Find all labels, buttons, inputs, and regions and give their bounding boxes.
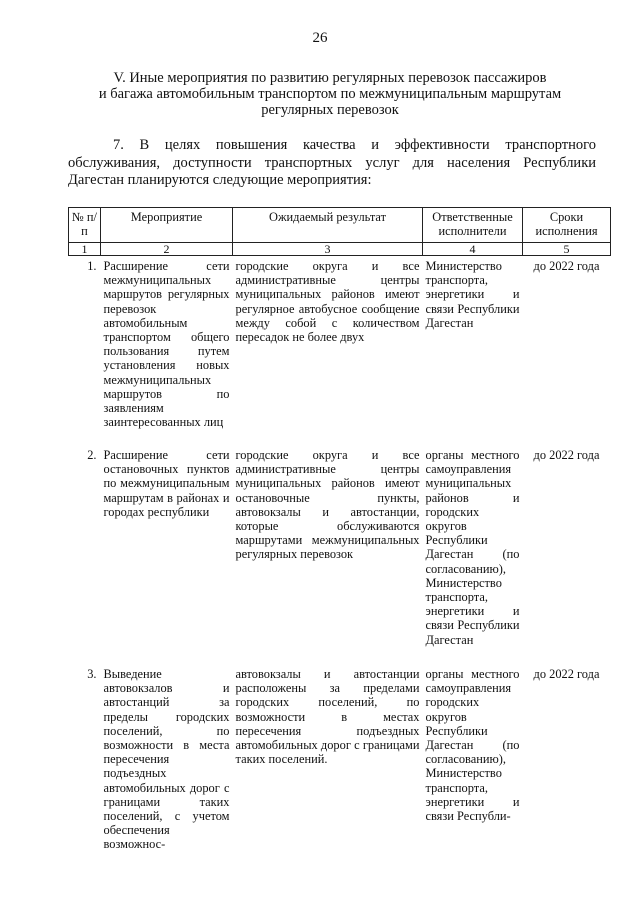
row-executors: Министерство транспорта, энергетики и связи Республики Дагестан xyxy=(425,259,520,330)
header-deadline: Сроки исполнения xyxy=(523,208,611,243)
header-measure: Мероприятие xyxy=(101,208,233,243)
column-number: 2 xyxy=(101,243,233,256)
row-deadline: до 2022 года xyxy=(533,448,600,462)
table-row xyxy=(69,445,611,664)
intro-paragraph: 7. В целях повышения качества и эффективности транспортного обслуживания, доступности транспортных услуг для населения Республики Дагестан планируются следующие мероприятия: xyxy=(68,137,596,188)
table-row xyxy=(69,664,611,852)
header-result: Ожидаемый результат xyxy=(233,208,423,243)
section-title-line: и багажа автомобильным транспортом по межмуниципальным маршрутам xyxy=(98,86,562,102)
column-number: 1 xyxy=(69,243,101,256)
section-title-line: регулярных перевозок xyxy=(261,102,399,118)
row-number: 3. xyxy=(87,667,97,681)
row-executors: органы местного самоуправления муниципальных районов и городских округов Республики Дагестан (по согласованию), Министерство транспорта, энергетики и связи Республики Дагестан xyxy=(425,448,520,647)
row-number: 1. xyxy=(87,259,97,273)
column-number: 3 xyxy=(233,243,423,256)
header-number: № п/п xyxy=(69,208,101,243)
table-row xyxy=(69,256,611,446)
column-number-row xyxy=(69,243,611,256)
table-header-row xyxy=(69,208,611,243)
header-executors: Ответственные исполнители xyxy=(423,208,523,243)
measures-table xyxy=(68,207,611,852)
row-measure: Выведение автовокзалов и автостанций за пределы городских поселений, по возможности в места пересечения подъездных автомобильных дорог с границами таких поселений, с учетом обеспечения возможнос- xyxy=(103,667,230,852)
row-result: городские округа и все административные центры муниципальных районов имеют остановочные пункты, автовокзалы и автостанции, которые обслуживаются маршрутами межмуниципальных регулярных перевозок xyxy=(235,448,420,562)
column-number: 5 xyxy=(523,243,611,256)
row-deadline: до 2022 года xyxy=(533,667,600,681)
row-result: городские округа и все административные центры муниципальных районов имеют регулярное автобусное сообщение между собой с количеством пересадок не более двух xyxy=(235,259,420,345)
row-measure: Расширение сети остановочных пунктов по межмуниципальным маршрутам в районах и городах республики xyxy=(103,448,230,519)
column-number: 4 xyxy=(423,243,523,256)
row-number: 2. xyxy=(87,448,97,462)
row-measure: Расширение сети межмуниципальных маршрутов регулярных перевозок автомобильным транспортом общего пользования путем установления новых межмуниципальных маршрутов по заявлениям заинтересованных лиц xyxy=(103,259,230,430)
row-result: автовокзалы и автостанции расположены за пределами городских поселений, по возможности в местах пересечения подъездных автомобильных дорог с границами таких поселений. xyxy=(235,667,420,767)
section-title-line: V. Иные мероприятия по развитию регулярных перевозок пассажиров xyxy=(113,70,547,86)
row-deadline: до 2022 года xyxy=(533,259,600,273)
row-executors: органы местного самоуправления городских округов Республики Дагестан (по согласованию), Министерство транспорта, энергетики и связи Республи- xyxy=(425,667,520,824)
page-number: 26 xyxy=(312,30,328,46)
section-title xyxy=(60,70,600,118)
